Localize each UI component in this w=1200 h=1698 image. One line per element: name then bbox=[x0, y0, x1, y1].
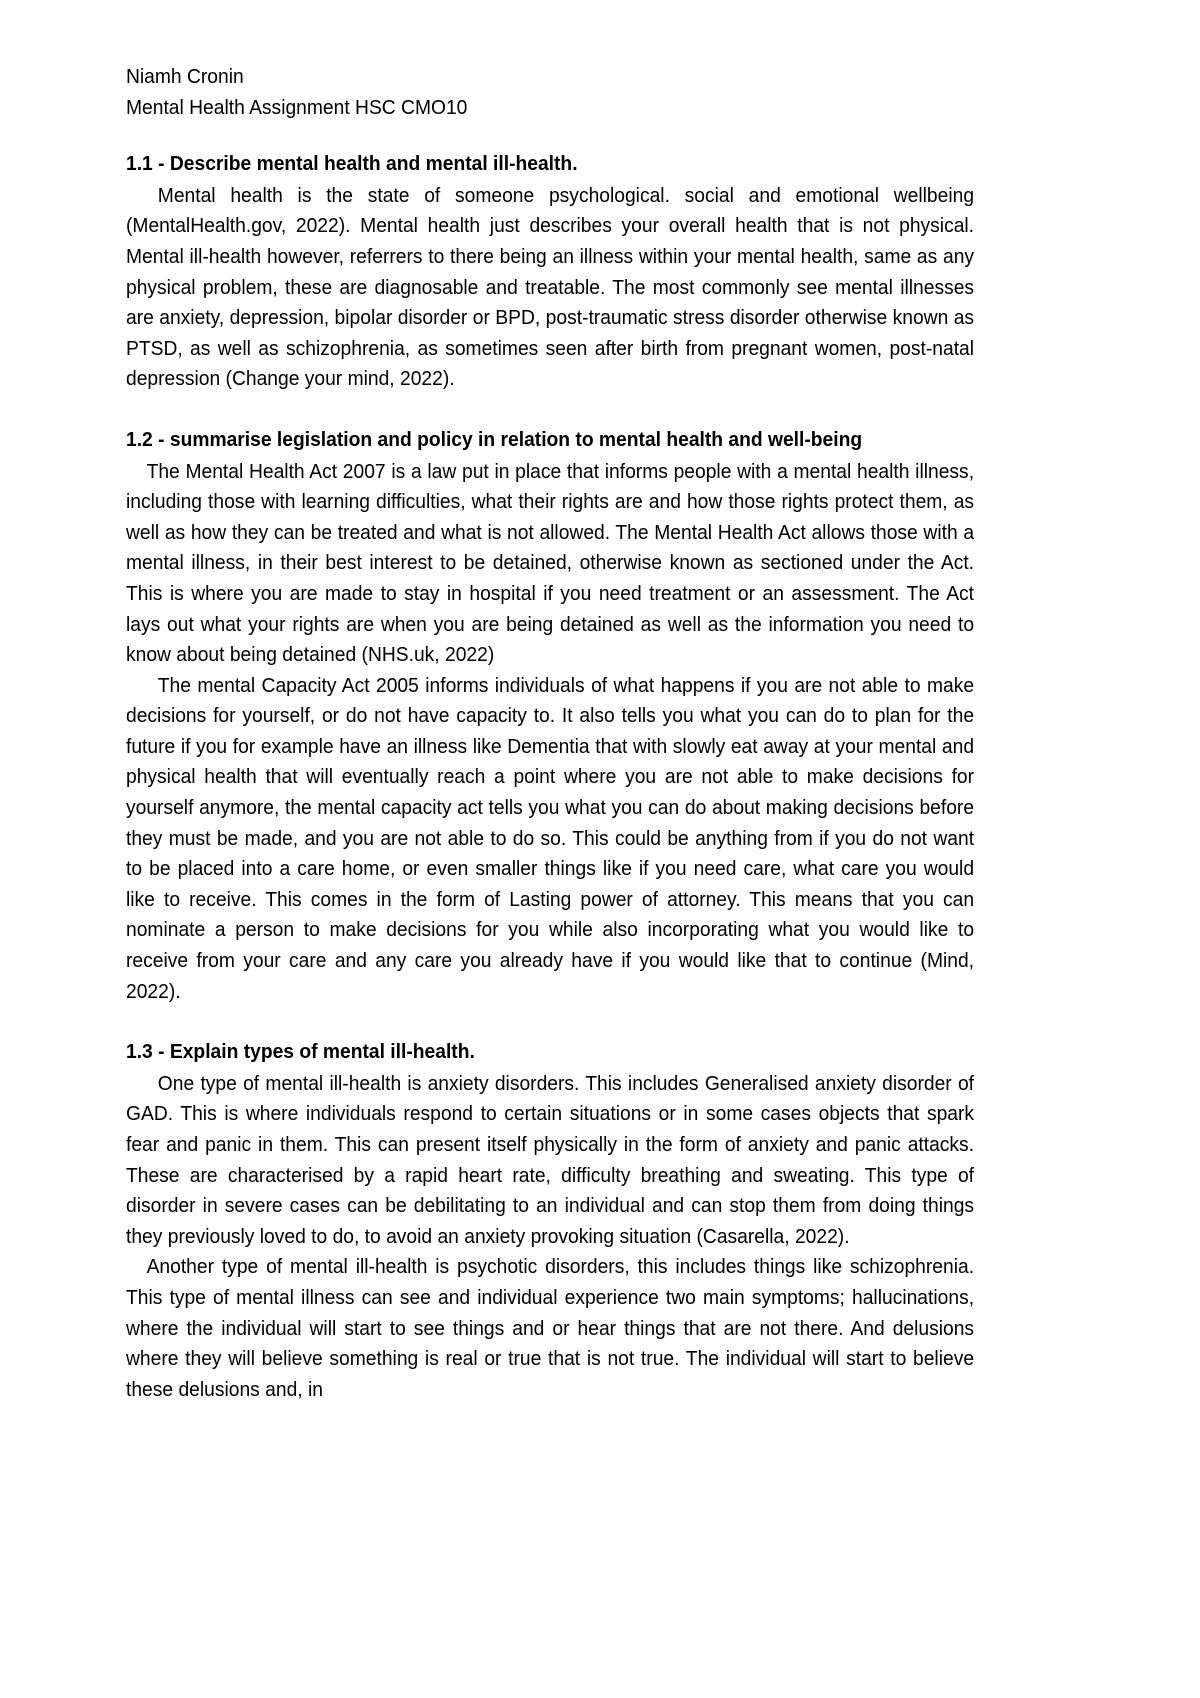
section-1-1 bbox=[126, 149, 974, 395]
section-1-3-heading: 1.3 - Explain types of mental ill-health. bbox=[126, 1040, 475, 1064]
document-header bbox=[126, 62, 974, 123]
section-1-3-paragraph-2: Another type of mental ill-health is psychotic disorders, this includes things like schizophrenia. This type of mental illness can see and individual experience two main symptoms; hallucinations, where the individual will start to see things and or hear things that are not there. And delusions where they will believe something is real or true that is not true. The individual will start to believe these delusions and, in bbox=[126, 1255, 975, 1401]
section-1-3-paragraph-1: One type of mental ill-health is anxiety disorders. This includes Generalised anxiety disorder of GAD. This is where individuals respond to certain situations or in some cases objects that spark fear and panic in them. This can present itself physically in the form of anxiety and panic attacks. These are characterised by a rapid heart rate, difficulty breathing and sweating. This type of disorder in severe cases can be debilitating to an individual and can stop them from doing things they previously loved to do, to avoid an anxiety provoking situation (Casarella, 2022). bbox=[126, 1071, 975, 1248]
section-1-2 bbox=[126, 425, 974, 1007]
author-name: Niamh Cronin bbox=[126, 65, 244, 88]
section-1-3 bbox=[126, 1037, 974, 1405]
section-1-2-paragraph-1: The Mental Health Act 2007 is a law put in place that informs people with a mental health illness, including those with learning difficulties, what their rights are and how those rights protect them, as well as how they can be treated and what is not allowed. The Mental Health Act allows those with a mental illness, in their best interest to be detained, otherwise known as sectioned under the Act. This is where you are made to stay in hospital if you need treatment or an assessment. The Act lays out what your rights are when you are being detained as well as the information you need to know about being detained (NHS.uk, 2022) bbox=[126, 459, 975, 667]
section-1-1-heading: 1.1 - Describe mental health and mental ill-health. bbox=[126, 152, 578, 176]
assignment-title: Mental Health Assignment HSC CMO10 bbox=[126, 95, 468, 119]
section-1-1-paragraph-1: Mental health is the state of someone psychological. social and emotional wellbeing (MentalHealth.gov, 2022). Mental health just describes your overall health that is not physical. Mental ill-health however, referrers to there being an illness within your mental health, same as any physical problem, these are diagnosable and treatable. The most commonly see mental illnesses are anxiety, depression, bipolar disorder or BPD, post-traumatic stress disorder otherwise known as PTSD, as well as schizophrenia, as sometimes seen after birth from pregnant women, post-natal depression (Change your mind, 2022). bbox=[126, 183, 975, 391]
section-1-2-paragraph-2: The mental Capacity Act 2005 informs individuals of what happens if you are not able to make decisions for yourself, or do not have capacity to. It also tells you what you can do to plan for the future if you for example have an illness like Dementia that with slowly eat away at your mental and physical health that will eventually reach a point where you are not able to make decisions for yourself anymore, the mental capacity act tells you what you can do about making decisions before they must be made, and you are not able to do so. This could be anything from if you do not want to be placed into a care home, or even smaller things like if you need care, what care you would like to receive. This comes in the form of Lasting power of attorney. This means that you can nominate a person to make decisions for you while also incorporating what you would like to receive from your care and any care you already have if you would like that to continue (Mind, 2022). bbox=[126, 673, 975, 1003]
section-1-2-heading: 1.2 - summarise legislation and policy in relation to mental health and well-being bbox=[126, 427, 863, 451]
section-spacer bbox=[126, 1007, 974, 1037]
document-body bbox=[126, 62, 974, 1405]
section-spacer bbox=[126, 395, 974, 425]
